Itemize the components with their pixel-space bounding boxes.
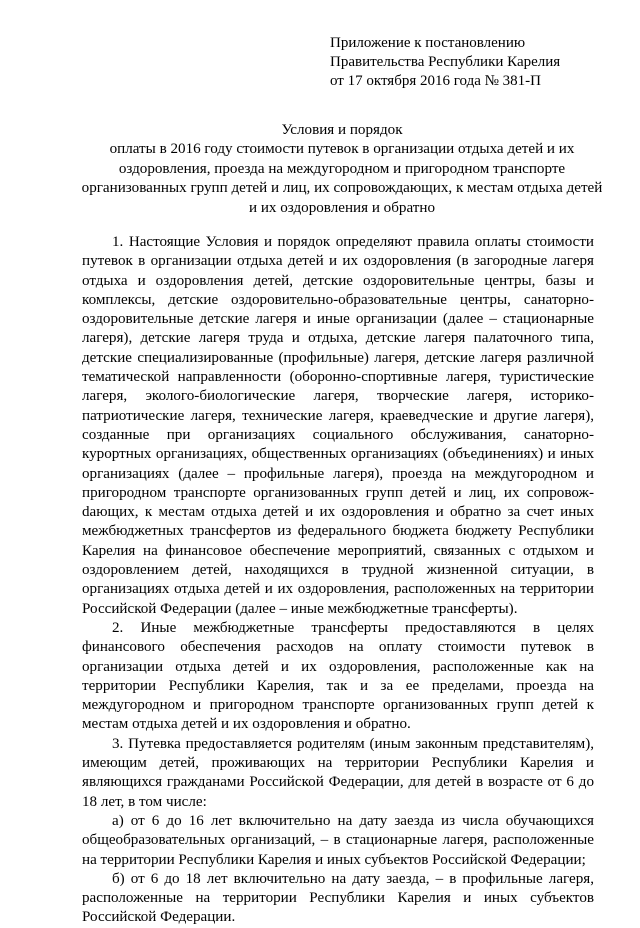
heading-subtitle: оплаты в 2016 году стоимости путевок в организации отдыха детей и их оздоровления, проезда на междугородном и пригородном транспорте организованных групп детей и лиц, их сопровождающих, к местам отдыха детей и их оздоровления и обратно [81,141,603,216]
document-heading [60,121,624,218]
document-body [82,233,594,928]
paragraph-2: 2. Иные межбюджетные трансферты предоставляются в целях финансового обеспечения расходов на оплату стоимости путевок в организации отдыха детей и их оздоровления, расположенные как на территории Республики Карелия, так и за ее пределами, проезда на междугородном и пригородном транспорте организованных групп детей к местам отдыха детей и их оздоровления и обратно. [82,619,594,733]
heading-title: Условия и порядок [281,122,403,138]
paragraph-1: 1. Настоящие Условия и порядок определяют правила оплаты стоимости путевок в организации отдыха детей и их оздоровления (в загородные лагеря отдыха и оздоровления детей, детские оздоровительные центры, базы и комплексы, детские оздоровительно-образовательные центры, санаторно-оздоровительные детские лагеря и иные организации (далее – стационарные лагеря), детские лагеря труда и отдыха, детские лагеря палаточного типа, детские специализированные (профильные) лагеря, детские лагеря различной тематической направленности (оборонно-спортивные лагеря, туристические лагеря, эколого-биологические лагеря, творческие лагеря, историко-патриотические лагеря, технические лагеря, краеведческие и другие лагеря), созданные при организациях социального обслуживания, санаторно-курортных организациях, общественных организациях (объединениях) и иных организациях (далее – профильные лагеря), проезда на междугородном и пригородном транспорте организованных групп детей и лиц, их сопровожdающих, к местам отдыха детей и их оздоровления и обратно за счет иных межбюджетных трансфертов из федерального бюджета бюджету Республики Карелия на финансовое обеспечение мероприятий, связанных с отдыхом и оздоровлением детей, находящихся в трудной жизненной ситуации, в организациях отдыха детей и их оздоровления, расположенных на территории Российской Федерации (далее – иные межбюджетные трансферты). [82,234,594,617]
paragraph-3: 3. Путевка предоставляется родителям (иным законным представителям), имеющим детей, проживающих на территории Республики Карелия и являющихся гражданами Российской Федерации, для детей в возрасте от 6 до 18 лет, в том числе: [82,735,594,810]
appendix-header [330,34,630,91]
paragraph-3b: б) от 6 до 18 лет включительно на дату заезда, – в профильные лагеря, расположенные на территории Республики Карелия и иных субъектов Российской Федерации. [82,870,594,926]
appendix-line-1: Приложение к постановлению [330,35,526,51]
paragraph-3a: а) от 6 до 16 лет включительно на дату заезда из числа обучающихся общеобразовательных организаций, – в стационарные лагеря, расположенные на территории Республики Карелия и иных субъектов Российской Федерации; [82,812,594,868]
appendix-line-2: Правительства Республики Карелия [330,54,561,70]
appendix-line-3: от 17 октября 2016 года № 381-П [330,73,542,89]
